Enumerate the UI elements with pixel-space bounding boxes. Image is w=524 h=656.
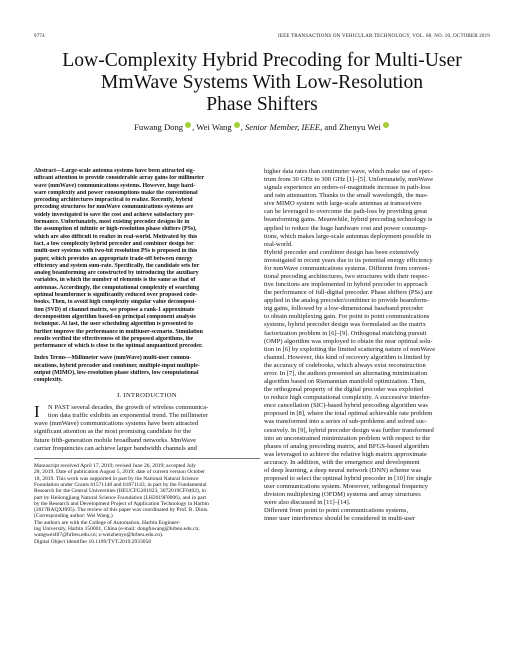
right-column [264,168,490,523]
text-line: cessively. In [9], hybrid precoder design was further transformed [264,426,434,434]
text-line: widely investigated to save the cost and achieve satisfactory per- [34,211,195,218]
text-line: formance. Unfortunately, most existing precoder designs lie in [34,219,190,226]
text-line: paper, which provides an appropriate trade-off between energy [34,255,193,262]
section-heading: I. INTRODUCTION [117,391,177,399]
text-line: accuracy. In addition, with the emergence and development [264,458,420,466]
text-line: further improve the performance in multiuser-scenario. Simulation [34,328,203,335]
text-line: channel. However, this kind of recovery algorithm is limited by [264,353,431,361]
text-line: performance of which is close to the optimal unquantized precoder. [34,343,203,350]
text-line: Index Terms—Millimeter wave (mmWave) multi-user commu- [34,355,192,362]
abstract [34,168,260,350]
text-line: nications, hybrid precoder and combiner, multiple-input multiple- [34,362,200,369]
text-line: Foundation under Grants 61571148 and 61871143, in part by the Fundamental [34,482,207,488]
text-line: Research for the Central Universities (HEUCFG201823, 3072019CF0402), in [34,488,206,495]
text-line: part by Heilongjiang Natural Science Foundation (LH2019F0006), and in part [34,494,206,501]
text-line: by the Research and Development Project of Application Technology in Harbin [34,500,209,507]
author-name: Fuwang Dong [134,122,184,132]
text-line: investigated in recent years due to its potential energy efficiency [264,256,433,264]
text-line: was leveraged to achieve the relative high matrix approximate [264,450,427,458]
text-line: (2017RAQXJ095). The review of this paper was coordinated by Prof. R. Dinis. [34,507,209,514]
text-line: to reduce high computational complexity. A successive interfer- [264,394,431,402]
text-line: tive functions are implemented in hybrid precoder to approach [264,281,428,289]
text-line: was transformed into a series of sub-problems and solved suc- [264,418,428,426]
text-line: nificant attention to provide considerable array gains for millimeter [34,175,205,182]
text-line: tion in [6] by exploiting the limited scattering nature of mmWave [264,345,436,353]
text-line: fact, a low complexity hybrid precoder and combiner design for [34,240,194,247]
text-line: (OMP) algorithm was employed to obtain the near optimal solu- [264,337,433,345]
text-line: multi-user systems with two-bit resolution PSs is proposed in this [34,248,198,255]
orcid-icon [234,122,240,128]
title-line: Phase Shifters [206,94,318,115]
text-line: efficiency and system sum-rate. Specifically, the candidate sets for [34,262,200,269]
text-line: Manuscript received April 17, 2019; revised June 26, 2019; accepted July [34,463,196,470]
text-line: variables, in which the number of elements is the same as that of [34,277,196,284]
text-line: error. In [7], the authors presented an alternating minimization [264,369,428,377]
text-line: significant attention as the most promising candidate for the [34,428,192,436]
author-affiliation-note: , Senior Member, IEEE, [240,122,323,132]
text-line: wave (mmWave) communications systems have been attracted [34,420,199,428]
page-number: 9774 [34,34,45,39]
text-line: beamforming gains. Meanwhile, hybrid precoding technology is [264,216,433,224]
text-line: for mmWave communications systems. Different from conven- [264,264,430,272]
author-name: and Zhenyu Wei [322,122,381,132]
text-line: (Corresponding author: Wei Wang.) [34,513,113,520]
text-line: applied in the analog precoder/combiner to provide beamform- [264,297,429,305]
text-line: sive MIMO system with large-scale antennas at transceivers [264,200,422,208]
text-line: systems, hybrid precoder design was formulated as the matrix [264,321,426,329]
text-line: precoding architectures impractical to realize. Recently, hybrid [34,197,193,204]
text-line: analog beamforming are constructed by introducing the auxiliary [34,270,199,277]
journal-header: IEEE TRANSACTIONS ON VEHICULAR TECHNOLOGY, VOL. 68, NO. 10, OCTOBER 2019 [277,34,490,39]
text-line: precoding structures for mmWave communications systems are [34,204,194,211]
text-line: tion (SVD) of channel matrix, we propose a rank-1 approximate [34,306,195,313]
text-line: future fifth-generation mobile broadband networks. MmWave [34,436,197,444]
text-line: tion data traffic exhibits an exponential trend. The millimeter [48,411,208,419]
text-line: tions, which makes large-scale antennas deployment possible in [264,232,432,240]
text-line: results verified the effectiveness of the proposed algorithms, the [34,335,194,342]
text-line: and rain attenuation. Thanks to the small wavelength, the mas- [264,192,429,200]
author-line [20,122,504,132]
text-line: applied to reduce the huge hardware cost and power consump- [264,224,428,232]
text-line: into an unconstrained minimization problem with respect to the [264,434,431,442]
text-line: inner user interference should be considered in multi-user [264,515,416,523]
text-line: technique. At last, the user scheduling algorithm is presented to [34,321,193,328]
text-line: Digital Object Identifier 10.1109/TVT.2019.2933058 [34,538,152,545]
text-line: ing gains, followed by a low-dimensional baseband precoder [264,305,424,313]
text-line: carrier frequencies can achieve larger bandwidth channels and [34,444,197,452]
text-line: trum from 30 GHz to 300 GHz [1]–[5]. Unfortunately, mmWave [264,176,434,184]
text-line: optimal beamformer is significantly reduced over proposed code- [34,292,198,299]
text-line: ence cancellation (SIC)-based hybrid precoding algorithm was [264,402,428,410]
text-line: of deep learning, a deep neural network (DNN) scheme was [264,466,422,474]
text-line: ing University, Harbin 150001, China (e-mail: dongfuwang@hrbeu.edu.cn; [34,526,200,533]
orcid-icon [383,122,389,128]
text-line: decomposition algorithm based-on principal component analysis [34,313,196,320]
text-line: ware complexity and power consumptions make the conventional [34,189,198,196]
introduction-paragraph [34,401,260,454]
title-line: Low-Complexity Hybrid Precoding for Multi-User [62,50,462,71]
text-line: phases of analog precoding matrix, and BFGS-based algorithm [264,442,430,450]
paper-title [20,50,504,116]
text-line: wave (mmWave) communications systems. However, huge hard- [34,182,196,189]
text-line: to obtain multiplexing gain. For point to point communications [264,313,430,321]
text-line: signals experience an orders-of-magnitude increase in path-loss [264,184,431,192]
orcid-icon [185,122,191,128]
text-line: tional precoding architectures, two structures with their respec- [264,273,430,281]
text-line: were also discussed in [11]–[14]. [264,499,351,507]
footnote [34,458,260,545]
text-line: output (MIMO), low-resolution phase shifters, low computational [34,370,199,377]
text-line: factorization problem in [6]–[9]. Orthogonal matching pursuit [264,329,427,337]
text-line: the accuracy of codebooks, which always exist reconstruction [264,361,426,369]
text-line: books. Then, to avoid high complexity singular value decomposi- [34,299,197,306]
text-line: N PAST several decades, the growth of wireless communica- [48,403,209,411]
index-terms [34,355,260,384]
text-line: Abstract—Large-scale antenna systems have been attracted sig- [34,168,195,174]
text-line: algorithm based on Riemannian manifold optimization. Then, [264,378,426,386]
text-line: the assumption of infinite or high-resolution phase shifters (PSs), [34,226,197,233]
text-line: real-world. [264,240,293,248]
text-line: higher data rates than centimeter wave, which make use of spec- [264,168,433,175]
text-line: antennas. Accordingly, the computational complexity of searching [34,284,200,291]
text-line: the orthogonal property of the digital precoder was exploited [264,386,424,394]
text-line: Different from point to point communications systems, [264,507,409,515]
text-line: which are also difficult to realize in real-world. Motivated by this [34,233,198,240]
text-line: The authors are with the College of Automation, Harbin Engineer- [34,519,181,526]
text-line: Hybrid precoder and combiner design has been extensively [264,248,420,256]
text-line: wangwei407@hrbeu.edu.cn; z-weizhenyu@hrbeu.edu.cn). [34,532,164,539]
text-line: the performance of full-digital precoder. Phase shifters (PSs) are [264,289,433,297]
text-line: user communications system. Moreover, orthogonal frequency [264,483,428,491]
text-line: can be leveraged to overcome the path-loss by providing great [264,208,428,216]
drop-cap: I [34,401,40,421]
text-line: division multiplexing (OFDM) systems and array structures [264,491,421,499]
text-line: proposed in [8], where the total optimal achievable rate problem [264,410,433,418]
left-column [34,168,260,545]
title-line: MmWave Systems With Low-Resolution [100,72,424,93]
body-text [264,168,490,523]
text-line: 28, 2019. Date of publication August 5, 2019; date of current version October [34,469,205,476]
text-line: 18, 2019. This work was supported in part by the National Natural Science [34,475,199,482]
author-name: , Wei Wang [192,122,232,132]
text-line: complexity. [34,377,63,384]
text-line: proposed to select the optimal hybrid precoder in [10] for single [264,474,432,482]
